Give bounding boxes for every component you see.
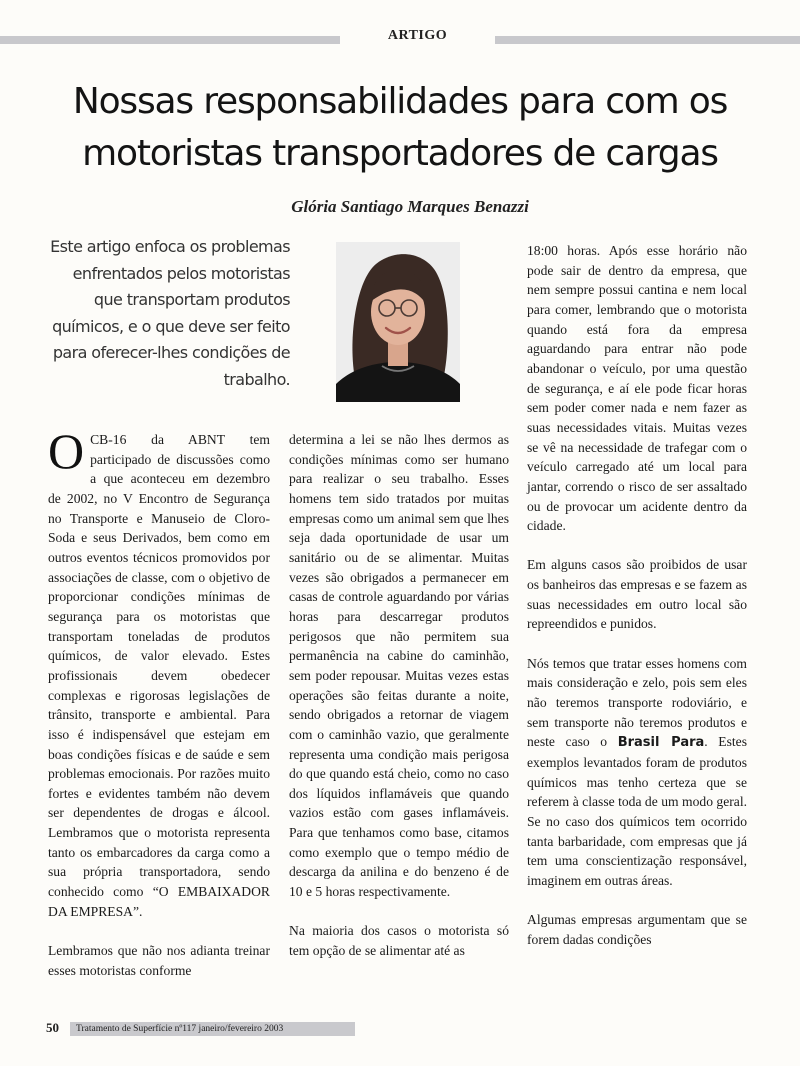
article-title: Nossas responsabilidades para com os motoristas transportadores de cargas <box>72 81 728 174</box>
section-label: ARTIGO <box>387 28 448 43</box>
body-paragraph: 18:00 horas. Após esse horário não pode sair de dentro da empresa, que nem sempre possui cantina e nem local para comer, lembrando que o motorista quando está fora da empresa aguardando para entrar não pode abandonar o veículo, por uma questão de segurança, e aí ele pode ficar horas sem poder comer nada e nem fazer as suas necessidades vitais. Muitas vezes se vê na necessidade de trafegar com o veículo carregado até um local para jantar, correndo o risco de ser assaltado ou de provocar um acidente dentro da cidade. <box>527 243 747 534</box>
footer-publication: Tratamento de Superfície nº117 janeiro/fevereiro 2003 <box>70 1022 355 1036</box>
body-column-2 <box>289 430 509 961</box>
author-name: Glória Santiago Marques Benazzi <box>291 197 529 216</box>
body-column-1 <box>48 423 270 980</box>
brand-name: Brasil Para <box>617 735 705 751</box>
body-paragraph: Na maioria dos casos o motorista só tem opção de se alimentar até as <box>289 923 509 959</box>
author-portrait-photo <box>336 242 460 402</box>
drop-cap: O <box>48 423 85 479</box>
body-paragraph: Em alguns casos são proibidos de usar os banheiros das empresas e se fazem as suas necessidades em outro local são repreendidos e punidos. <box>527 557 747 632</box>
body-paragraph: Algumas empresas argumentam que se forem dadas condições <box>527 912 747 947</box>
header-rule-left <box>0 36 340 44</box>
page-number: 50 <box>46 1020 59 1035</box>
author-photo <box>336 242 460 402</box>
body-paragraph: OCB-16 da ABNT tem participado de discussões como a que aconteceu em dezembro de 2002, no V Encontro de Segurança no Transporte e Manuseio de Cloro-Soda e seus Derivados, bem como em outros eventos técnicos promovidos por associações de classe, com o objetivo de proporcionar condições mínimas de segurança para os motoristas que transportam toneladas de produtos químicos, de valor elevado. Estes profissionais devem obedecer complexas e rigorosas legislações de trânsito, transporte e ambiental. Para isso é indispensável que estejam em boas condições físicas e de saúde e sem problemas emocionais. Por razões muito fortes e evidentes também não devem ser dependentes de drogas e álcool. Lembramos que o motorista representa tanto os embarcadores da carga como a sua própria transportadora, sendo conhecido como “O EMBAIXADOR DA EMPRESA”. <box>48 423 270 919</box>
body-column-3 <box>527 241 747 950</box>
body-paragraph: Nós temos que tratar esses homens com mais consideração e zelo, pois sem eles não teremos transporte rodoviário, e sem transporte não teremos produtos e neste caso o Brasil Para. Estes exemplos levantados foram de produtos químicos mas tenho certeza que se referem à classe toda de um modo geral. Se no caso dos químicos tem ocorrido tanta barbaridade, com empresas que já tem uma conscientização responsável, imaginem em outras áreas. <box>527 655 747 888</box>
body-paragraph: determina a lei se não lhes dermos as condições mínimas como ser humano para realizar o seu trabalho. Esses homens tem sido tratados por muitas empresas como um animal sem que lhes seja dada oportunidade de usar um sanitário ou de se alimentar. Muitas vezes são obrigados a permanecer em casas de controle aguardando por várias horas para descarregar produtos perigosos que não permitem sua permanência na cabine do caminhão, sem poder repousar. Muitas vezes estas operações são feitas durante a noite, sendo obrigados a retornar de viagem com o caminhão vazio, que geralmente representa uma condição mais perigosa do que quando está cheio, como no caso dos líquidos inflamáveis que quando vazios estão com gases inflamáveis. Para que tenhamos como base, citamos como exemplo que o tempo médio de descarga da anilina e do benzeno é de 10 e 5 horas respectivamente. <box>289 432 509 900</box>
body-paragraph: Lembramos que não nos adianta treinar esses motoristas conforme <box>48 943 270 978</box>
header-rule-right <box>495 36 800 44</box>
article-intro: Este artigo enfoca os problemas enfrentados pelos motoristas que transportam produtos químicos, e o que deve ser feito para oferecer-lhes condições de trabalho. <box>50 237 290 389</box>
